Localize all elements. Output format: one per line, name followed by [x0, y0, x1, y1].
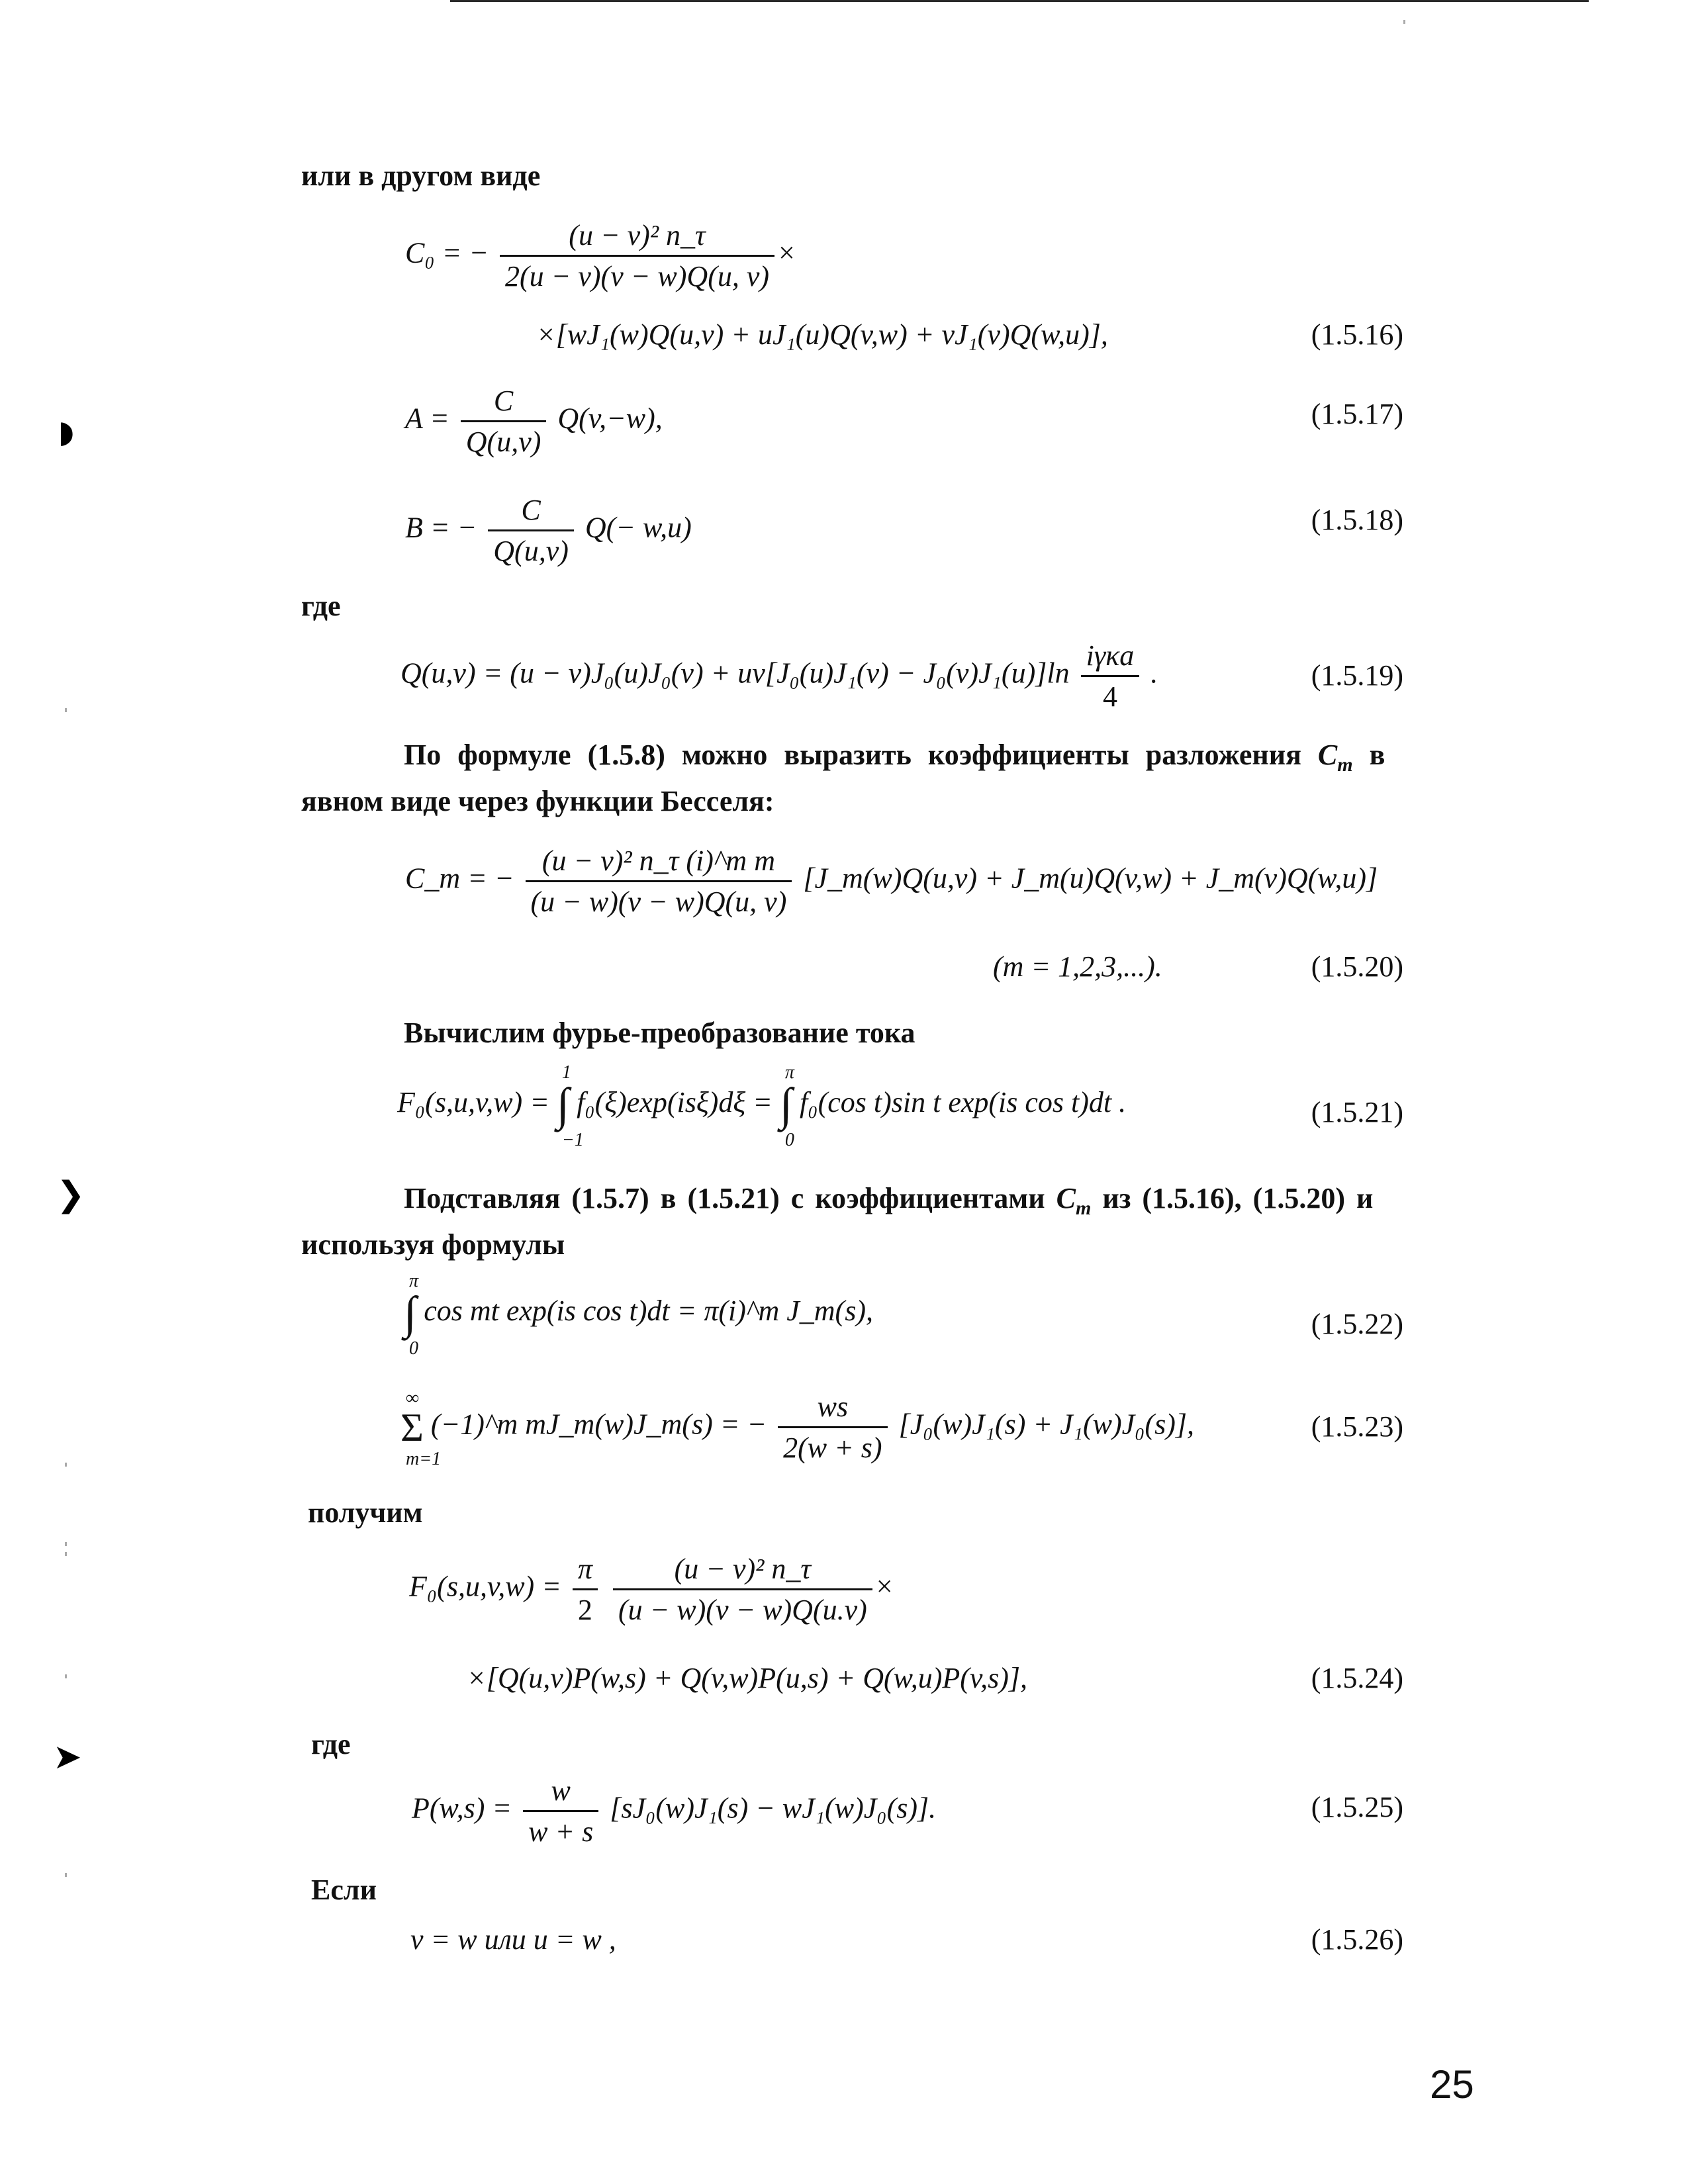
scan-dot — [65, 1463, 67, 1467]
equation-number: (1.5.21) — [1311, 1096, 1403, 1128]
paragraph-formula-2: явном виде через функции Бесселя: — [301, 785, 774, 817]
paragraph-subst-2: используя формулы — [301, 1228, 565, 1261]
scan-mark-1: ◗ — [58, 414, 75, 449]
where-text-2: где — [311, 1728, 351, 1760]
equation-1-5-17: A = $\frac{C}{Q(u,v)}$ Q(v,−w), — [405, 385, 663, 458]
equation-1-5-23: Σ ∞ m=1 (−1)^m mJ_m(w)J_m(s) = − $\frac{ws}{2(w + s)}$ [J₀(w)J₁(s) + J₁(w)J₀(s)], — [400, 1387, 1194, 1469]
equation-1-5-25: P(w,s) = $\frac{w}{w + s}$ [sJ₀(w)J₁(s) − wJ₁(w)J₀(s)]. — [412, 1774, 937, 1848]
fraction: $\frac{ws}{2(w + s)}$ — [778, 1390, 887, 1465]
we-get-text: получим — [308, 1496, 423, 1529]
page-number: 25 — [1430, 2062, 1474, 2107]
integral-sign: ∫ π 0 — [404, 1271, 419, 1359]
equation-number: (1.5.17) — [1311, 398, 1403, 430]
scan-dot — [65, 1674, 67, 1678]
equation-1-5-19: Q(u,v) = (u − v)J₀(u)J₀(v) + uv[J₀(u)J₁(v) − J₀(v)J₁(u)]ln $\frac{\text{iγκa}}{4}$ . — [400, 639, 1158, 713]
integral-sign: ∫ 1 −1 — [556, 1062, 584, 1150]
fraction: $\frac{\text{(u − v)² n\_τ}}{2(u - v)(v - w)Q(u, v)}$ — [500, 218, 774, 293]
equation-1-5-20-line1: C_m = − $\frac{\text{(u − v)² n\_τ (i)\textasciicircum{}m m}}{(u - w)(v - w)Q(u, v)}$ [J_m(w)Q(u,v) + J_m(u)Q(v,w) + J_m(v)Q(w,u)] — [405, 844, 1378, 918]
equation-number: (1.5.16) — [1311, 318, 1403, 351]
paragraph-subst-1: Подставляя (1.5.7) в (1.5.21) с коэффициентами $C_m$ из (1.5.16), (1.5.20) и — [404, 1182, 1374, 1219]
intro-text: или в другом виде — [301, 159, 541, 192]
equation-number: (1.5.25) — [1311, 1791, 1403, 1823]
equation-number: (1.5.18) — [1311, 504, 1403, 536]
where-text: где — [301, 590, 341, 622]
if-text: Если — [311, 1874, 377, 1906]
equation-number: (1.5.26) — [1311, 1923, 1403, 1956]
equation-1-5-22: ∫ π 0 cos mt exp(is cos t)dt = π(i)^m J_m(s), — [404, 1271, 873, 1359]
top-rule — [450, 0, 1589, 2]
integral-sign: ∫ π 0 — [779, 1062, 794, 1150]
equation-number: (1.5.22) — [1311, 1308, 1403, 1340]
paragraph-formula-1: По формуле (1.5.8) можно выразить коэффициенты разложения $C_m$ в — [404, 739, 1385, 776]
equation-number: (1.5.19) — [1311, 659, 1403, 692]
equation-number: (1.5.23) — [1311, 1410, 1403, 1443]
scan-mark-3: ➤ — [53, 1737, 82, 1777]
equation-1-5-16-line1: C₀ = − $\frac{\text{(u − v)² n\_τ}}{2(u - v)(v - w)Q(u, v)}$ × — [405, 219, 795, 293]
scan-mark-2: ❯ — [56, 1175, 85, 1214]
fraction: $\frac{\pi}{2}$ — [573, 1552, 598, 1627]
equation-number: (1.5.24) — [1311, 1662, 1403, 1694]
fraction: $\frac{w}{w + s}$ — [523, 1774, 598, 1848]
sum-sign: Σ ∞ m=1 — [400, 1387, 442, 1469]
fraction: $\frac{\text{(u − v)² n\_τ (i)\textasciicircum{}m m}}{(u - w)(v - w)Q(u, v)}$ — [526, 844, 792, 919]
paragraph-fourier: Вычислим фурье-преобразование тока — [404, 1017, 915, 1049]
scan-dot — [65, 1873, 67, 1877]
scan-dot — [65, 708, 67, 712]
equation-1-5-24-line1: F₀(s,u,v,w) = $\frac{\pi}{2}$ $\frac{\text{(u − v)² n\_τ}}{(u - w)(v - w)Q(u.v)}$ × — [409, 1553, 893, 1626]
equation-1-5-24-line2: ×[Q(u,v)P(w,s) + Q(v,w)P(u,s) + Q(w,u)P(v,s)], — [467, 1662, 1028, 1694]
fraction: $\frac{\text{(u − v)² n\_τ}}{(u - w)(v - w)Q(u.v)}$ — [613, 1552, 872, 1627]
equation-1-5-20-line2: (m = 1,2,3,...). — [993, 950, 1162, 983]
scan-dot — [65, 1552, 67, 1556]
scan-dot — [65, 1542, 67, 1546]
equation-1-5-16-line2: ×[wJ₁(w)Q(u,v) + uJ₁(u)Q(v,w) + vJ₁(v)Q(w,u)], — [536, 318, 1108, 351]
equation-number: (1.5.20) — [1311, 950, 1403, 983]
fraction: $\frac{C}{Q(u,v)}$ — [461, 384, 547, 459]
fraction: $\frac{C}{Q(u,v)}$ — [488, 493, 574, 568]
equation-1-5-21: F₀(s,u,v,w) = ∫ 1 −1 f₀(ξ)exp(isξ)dξ = ∫ π 0 f₀(cos t)sin t exp(is cos t)dt . — [397, 1062, 1127, 1150]
fraction: $\frac{\text{iγκa}}{4}$ — [1081, 639, 1140, 713]
equation-1-5-18: B = − $\frac{C}{Q(u,v)}$ Q(− w,u) — [405, 494, 692, 567]
scan-dot — [1403, 20, 1405, 24]
equation-1-5-26: v = w или u = w , — [410, 1923, 616, 1956]
